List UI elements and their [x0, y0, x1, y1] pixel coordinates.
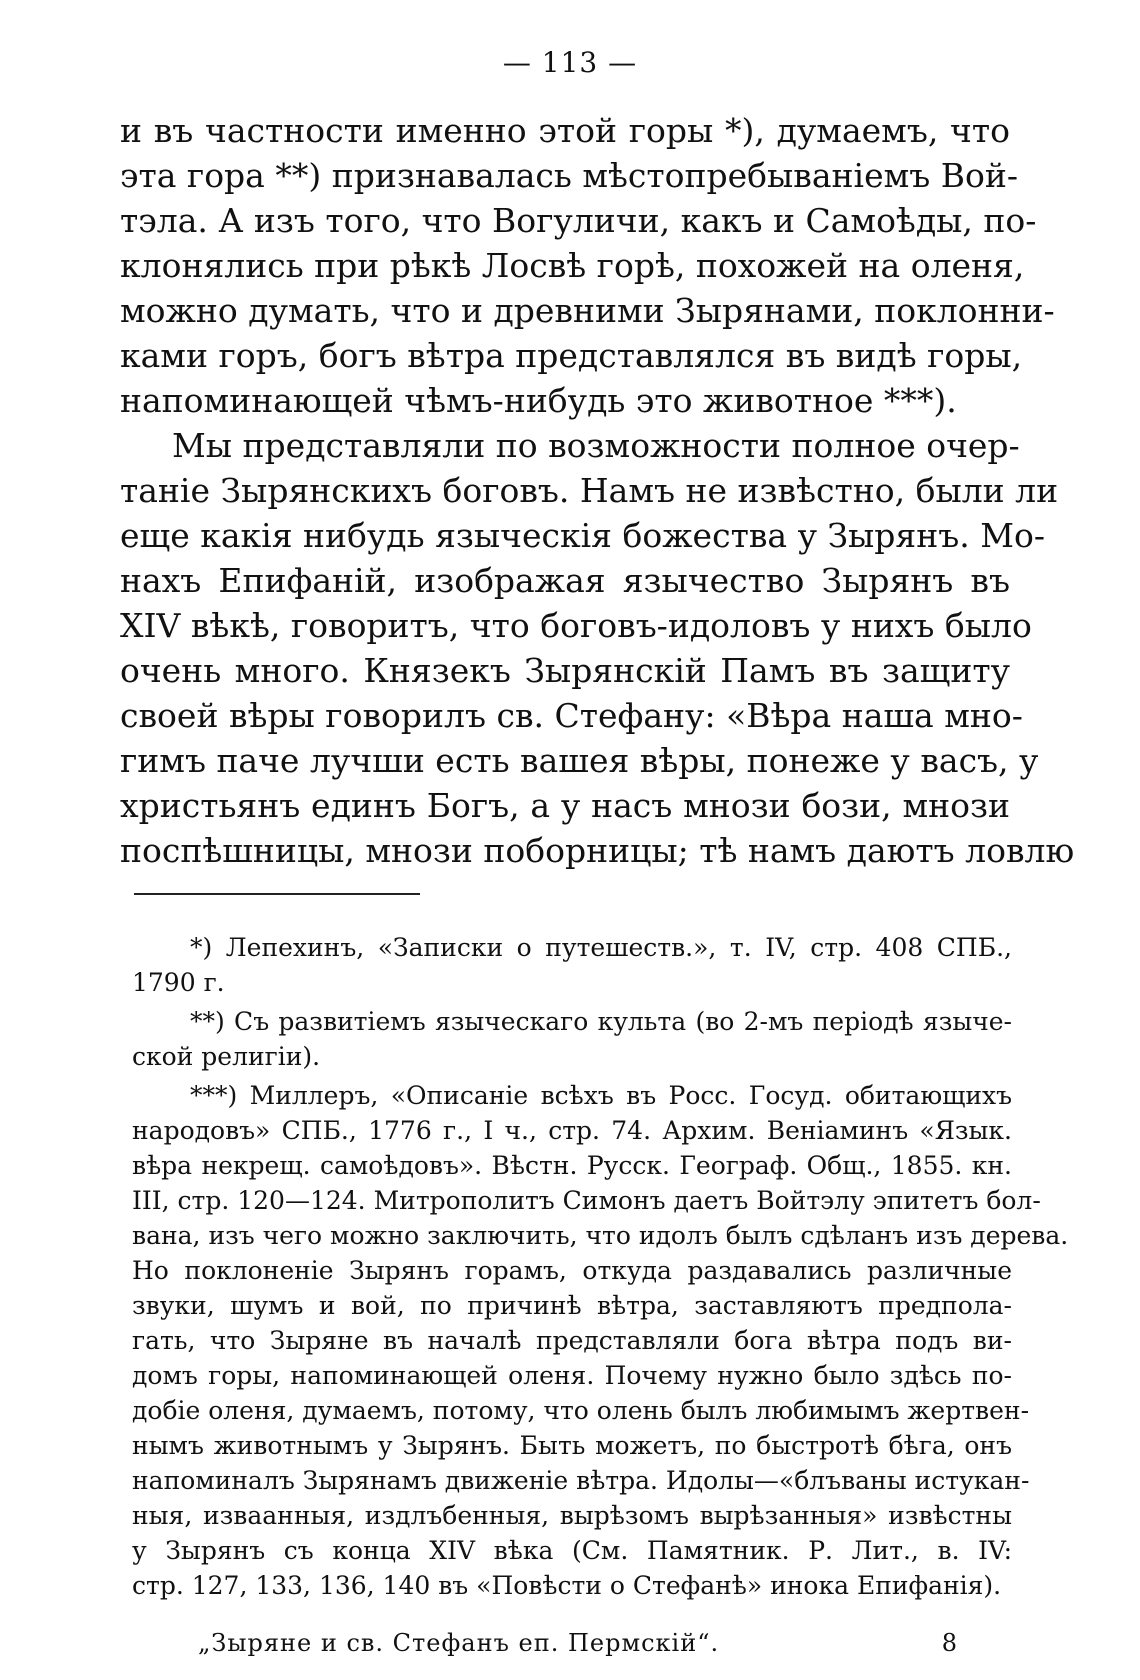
- printer-signature: [198, 1629, 958, 1657]
- footnote-line: вѣра некрещ. самоѣдовъ». Вѣстн. Русск. Географ. Общ., 1855. кн.: [132, 1151, 1012, 1180]
- text-line: напоминающей чѣмъ-нибудь это животное ***).: [120, 381, 957, 420]
- footnote-line: *) Лепехинъ, «Записки о путешеств.», т. IV, стр. 408 СПБ.,: [190, 933, 1012, 962]
- footnote-1: [132, 930, 1012, 1000]
- page-number: — 113 —: [502, 46, 638, 79]
- text-line: поспѣшницы, мнози поборницы; тѣ намъ даютъ ловлю: [120, 831, 1075, 870]
- text-line: своей вѣры говорилъ св. Стефану: «Вѣра наша мно-: [120, 696, 1023, 735]
- signature-title: „Зыряне и св. Стефанъ еп. Пермскій“.: [198, 1629, 720, 1657]
- footnotes: [132, 930, 1069, 1607]
- footnote-line: стр. 127, 133, 136, 140 въ «Повѣсти о Стефанѣ» инока Епифанія).: [132, 1571, 1002, 1600]
- footnote-line: добіе оленя, думаемъ, потому, что олень былъ любимымъ жертвен-: [132, 1396, 1030, 1425]
- footnote-line: ской религіи).: [132, 1042, 321, 1071]
- footnote-line: вана, изъ чего можно заключить, что идолъ былъ сдѣланъ изъ дерева.: [132, 1221, 1069, 1250]
- text-line: можно думать, что и древними Зырянами, поклонни-: [120, 291, 1055, 330]
- footnote-line: у Зырянъ съ конца XIV вѣка (См. Памятник. Р. Лит., в. IV:: [132, 1536, 1012, 1565]
- text-line: тэла. А изъ того, что Вогуличи, какъ и Самоѣды, по-: [120, 201, 1037, 240]
- footnote-line: Но поклоненіе Зырянъ горамъ, откуда раздавались различные: [132, 1256, 1012, 1285]
- footnote-line: III, стр. 120—124. Митрополитъ Симонъ даетъ Войтэлу эпитетъ бол-: [132, 1186, 1041, 1215]
- footnote-line: ***) Миллеръ, «Описаніе всѣхъ въ Росс. Госуд. обитающихъ: [190, 1081, 1012, 1110]
- text-line: гимъ паче лучши есть вашея вѣры, понеже у васъ, у: [120, 741, 1039, 780]
- text-line: Мы представляли по возможности полное очер-: [172, 426, 1020, 465]
- footnote-line: нымъ животнымъ у Зырянъ. Быть можетъ, по быстротѣ бѣга, онъ: [132, 1431, 1012, 1460]
- text-line: нахъ Епифаній, изображая язычество Зырянъ въ: [120, 561, 1010, 600]
- text-line: очень много. Князекъ Зырянскій Памъ въ защиту: [120, 651, 1010, 690]
- footnote-3: [132, 1078, 1069, 1603]
- footnote-line: ныя, изваанныя, издлъбенныя, вырѣзомъ вырѣзанныя» извѣстны: [132, 1501, 1012, 1530]
- sheet-number: 8: [941, 1629, 958, 1657]
- footnote-line: напоминалъ Зырянамъ движеніе вѣтра. Идолы—«блъваны истукан-: [132, 1466, 1030, 1495]
- text-line: ками горъ, богъ вѣтра представлялся въ видѣ горы,: [120, 336, 1023, 375]
- footnote-line: домъ горы, напоминающей оленя. Почему нужно было здѣсь по-: [132, 1361, 1012, 1390]
- text-line: таніе Зырянскихъ боговъ. Намъ не извѣстно, были ли: [120, 471, 1059, 510]
- footnote-divider: [134, 893, 420, 895]
- text-line: еще какія нибудь языческія божества у Зырянъ. Мо-: [120, 516, 1046, 555]
- text-line: клонялись при рѣкѣ Лосвѣ горѣ, похожей на оленя,: [120, 246, 1025, 285]
- paragraph-2: [120, 423, 1075, 873]
- footnote-2: [132, 1004, 1012, 1074]
- main-text: [120, 108, 1075, 873]
- footnote-line: гать, что Зыряне въ началѣ представляли бога вѣтра подъ ви-: [132, 1326, 1012, 1355]
- footnote-line: 1790 г.: [132, 968, 225, 997]
- text-line: христьянъ единъ Богъ, а у насъ мнози бози, мнози: [120, 786, 1010, 825]
- text-line: и въ частности именно этой горы *), думаемъ, что: [120, 111, 1010, 150]
- text-line: эта гора **) признавалась мѣстопребываніемъ Вой-: [120, 156, 1019, 195]
- text-line: XIV вѣкѣ, говоритъ, что боговъ-идоловъ у нихъ было: [120, 606, 1032, 645]
- footnote-line: **) Съ развитіемъ языческаго культа (во 2-мъ періодѣ языче-: [190, 1007, 1012, 1036]
- footnote-line: звуки, шумъ и вой, по причинѣ вѣтра, заставляютъ предпола-: [132, 1291, 1012, 1320]
- footnote-line: народовъ» СПБ., 1776 г., I ч., стр. 74. Архим. Веніаминъ «Язык.: [132, 1116, 1012, 1145]
- paragraph-1: [120, 108, 1055, 423]
